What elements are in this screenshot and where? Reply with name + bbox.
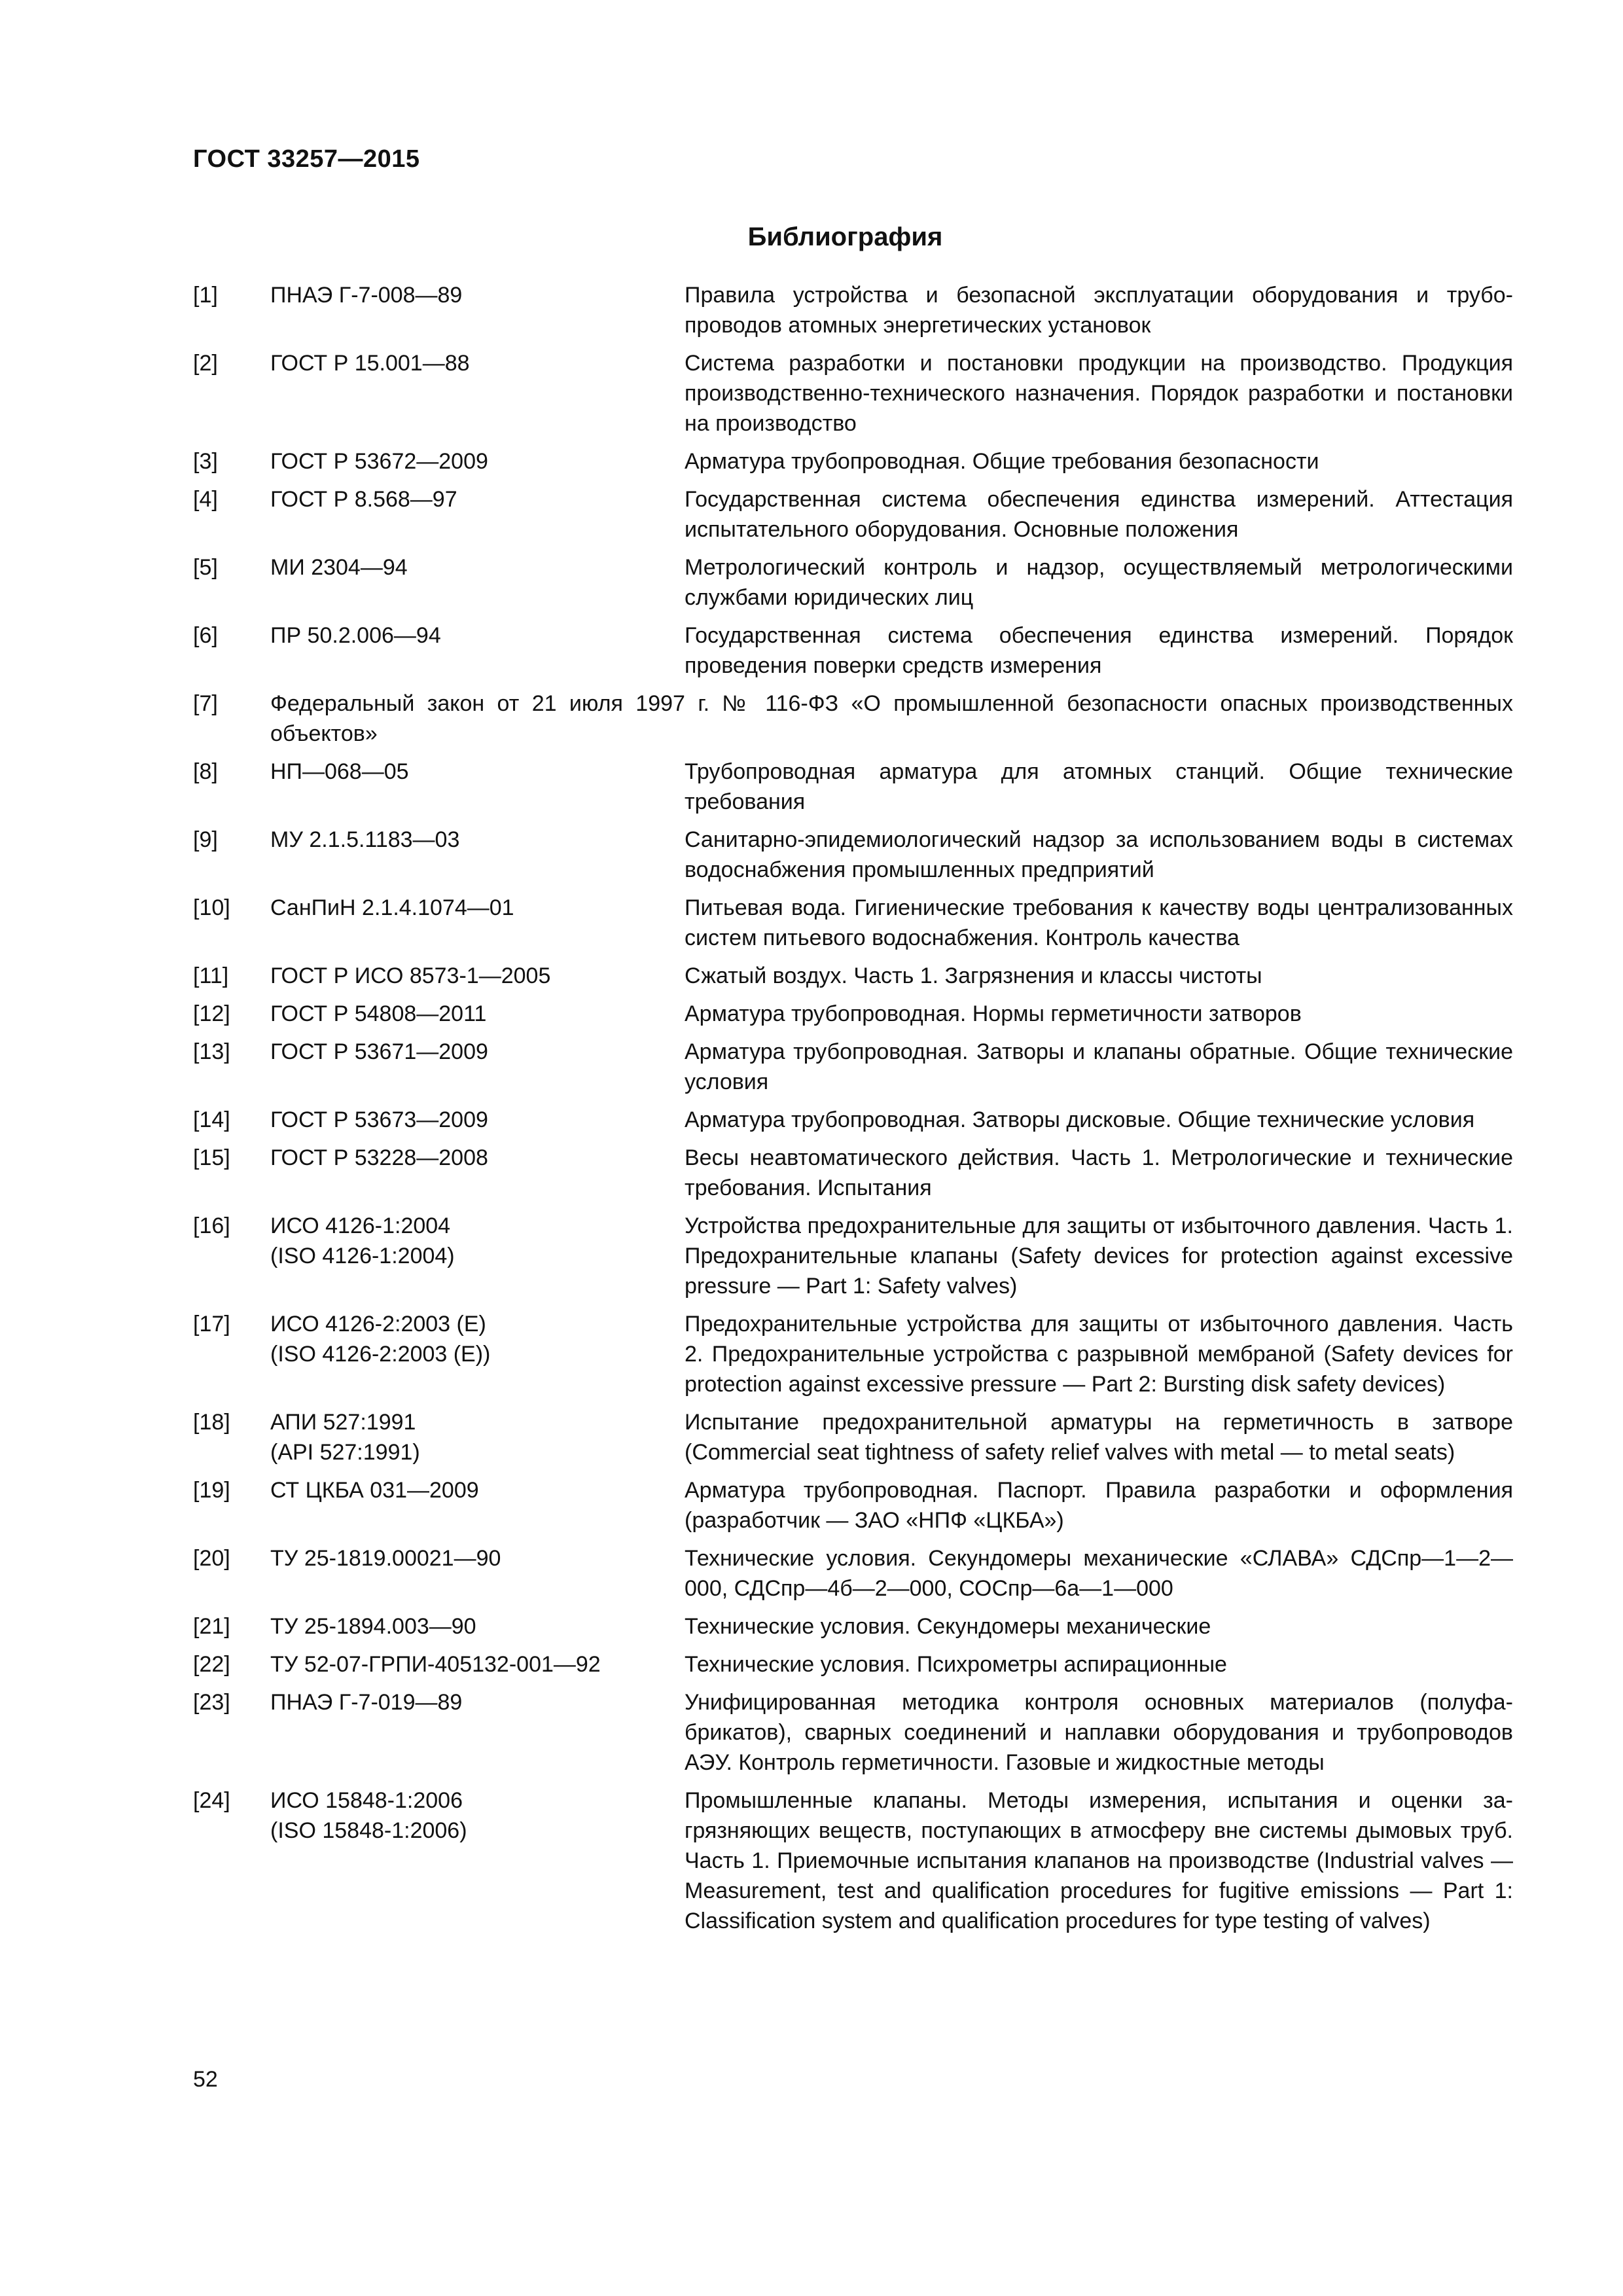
entry-code: ТУ 52-07-ГРПИ-405132-001—92 [270, 1652, 601, 1677]
entry-description: Санитарно-эпидемиологический надзор за использованием воды в системах водоснабжения промышленных предприятий [685, 827, 1513, 882]
entry-description: Правила устройства и безопасной эксплуатации оборудования и трубопроводов атомных энергетических установок [685, 283, 1513, 338]
entry-code: АПИ 527:1991 (API 527:1991) [270, 1410, 420, 1465]
bibliography-entry [193, 961, 1513, 991]
bibliography-entry [193, 446, 1513, 476]
entry-number: [22] [193, 1652, 230, 1677]
bibliography-entry [193, 689, 1513, 749]
entry-code: ГОСТ Р ИСО 8573-1—2005 [270, 963, 551, 988]
bibliography-entry [193, 893, 1513, 953]
bibliography-entry [193, 1785, 1513, 1936]
entry-number: [15] [193, 1145, 230, 1170]
entry-number: [8] [193, 759, 218, 784]
entry-description: Технические условия. Секундомеры механические «СЛАВА» СДСпр—1—2—000, СДСпр—4б—2—000, СОСпр—6а—1—000 [685, 1546, 1513, 1601]
entry-number: [3] [193, 449, 218, 474]
bibliography-list [193, 280, 1513, 1944]
entry-number: [20] [193, 1546, 230, 1571]
entry-code: МИ 2304—94 [270, 555, 408, 580]
entry-code: ГОСТ Р 8.568—97 [270, 487, 457, 512]
entry-code: СТ ЦКБА 031—2009 [270, 1478, 479, 1503]
entry-number: [5] [193, 555, 218, 580]
entry-description: Федеральный закон от 21 июля 1997 г. № 116-ФЗ «О промышленной безопасности опасных производственных объектов» [270, 691, 1513, 746]
document-header: ГОСТ 33257—2015 [193, 145, 420, 173]
entry-code: ИСО 4126-2:2003 (Е) (ISO 4126-2:2003 (E)) [270, 1312, 491, 1367]
entry-description: Питьевая вода. Гигиенические требования к качеству воды централизованных систем питьевого водоснабжения. Контроль качества [685, 895, 1513, 950]
bibliography-entry [193, 757, 1513, 817]
bibliography-entry [193, 1687, 1513, 1778]
entry-description: Государственная система обеспечения единства измерений. Аттестация испытательного оборудования. Основные положения [685, 487, 1513, 542]
entry-code: ГОСТ Р 53672—2009 [270, 449, 488, 474]
bibliography-entry [193, 1611, 1513, 1641]
entry-number: [12] [193, 1001, 230, 1026]
bibliography-entry [193, 1211, 1513, 1301]
entry-number: [13] [193, 1039, 230, 1064]
section-title: Библиография [747, 223, 943, 251]
entry-code: ТУ 25-1819.00021—90 [270, 1546, 501, 1571]
entry-description: Государственная система обеспечения единства измерений. Порядок проведения поверки средств измерения [685, 623, 1513, 678]
entry-description: Устройства предохранительные для защиты от избыточного давления. Часть 1. Предохранительные клапаны (Safety devices for protection against excessive pressure — Part 1: Safety valves) [685, 1213, 1513, 1299]
entry-code: ИСО 4126-1:2004 (ISO 4126-1:2004) [270, 1213, 455, 1268]
entry-number: [6] [193, 623, 218, 648]
entry-code: ПНАЭ Г-7-008—89 [270, 283, 463, 308]
bibliography-entry [193, 825, 1513, 885]
entry-description: Сжатый воздух. Часть 1. Загрязнения и классы чистоты [685, 963, 1262, 988]
entry-code: ГОСТ Р 53228—2008 [270, 1145, 488, 1170]
bibliography-entry [193, 1037, 1513, 1097]
bibliography-entry [193, 1309, 1513, 1399]
entry-code: МУ 2.1.5.1183—03 [270, 827, 460, 852]
entry-description: Трубопроводная арматура для атомных станций. Общие технические требования [685, 759, 1513, 814]
entry-number: [24] [193, 1788, 230, 1813]
bibliography-entry [193, 999, 1513, 1029]
entry-code: ПР 50.2.006—94 [270, 623, 441, 648]
entry-number: [16] [193, 1213, 230, 1238]
entry-description: Предохранительные устройства для защиты от избыточного давления. Часть 2. Предохранительные устройства с разрывной мембраной (Safety devices for protection against excessive pressure — Part 2: Bursting disk safety devices) [685, 1312, 1513, 1397]
bibliography-entry [193, 1105, 1513, 1135]
entry-number: [7] [193, 691, 218, 716]
entry-description: Весы неавтоматического действия. Часть 1. Метрологические и технические требования. Испытания [685, 1145, 1513, 1200]
entry-code: ТУ 25-1894.003—90 [270, 1614, 476, 1639]
entry-number: [2] [193, 351, 218, 376]
entry-description: Арматура трубопроводная. Затворы и клапаны обратные. Общие технические условия [685, 1039, 1513, 1094]
entry-code: ГОСТ Р 54808—2011 [270, 1001, 487, 1026]
entry-description: Технические условия. Психрометры аспирационные [685, 1652, 1227, 1677]
bibliography-entry [193, 1543, 1513, 1604]
entry-code: ГОСТ Р 15.001—88 [270, 351, 470, 376]
entry-description: Арматура трубопроводная. Нормы герметичности затворов [685, 1001, 1302, 1026]
entry-code: СанПиН 2.1.4.1074—01 [270, 895, 514, 920]
entry-description: Унифицированная методика контроля основных материалов (полуфабрикатов), сварных соединений и наплавки оборудования и трубопроводов АЭУ. Контроль герметичности. Газовые и жидкостные методы [685, 1690, 1513, 1775]
bibliography-entry [193, 280, 1513, 340]
entry-description: Арматура трубопроводная. Паспорт. Правила разработки и оформления (разработчик — ЗАО «НПФ «ЦКБА») [685, 1478, 1513, 1533]
entry-code: ГОСТ Р 53671—2009 [270, 1039, 488, 1064]
bibliography-entry [193, 1475, 1513, 1535]
bibliography-entry [193, 552, 1513, 613]
entry-code: ИСО 15848-1:2006 (ISO 15848-1:2006) [270, 1788, 467, 1843]
entry-code: НП—068—05 [270, 759, 409, 784]
entry-number: [23] [193, 1690, 230, 1715]
entry-code: ГОСТ Р 53673—2009 [270, 1107, 488, 1132]
entry-description: Система разработки и постановки продукции на производство. Продукция производственно-технического назначения. Порядок разработки и постановки на производство [685, 351, 1513, 436]
bibliography-entry [193, 1649, 1513, 1679]
bibliography-entry [193, 1407, 1513, 1467]
entry-description: Метрологический контроль и надзор, осуществляемый метрологическими службами юридических лиц [685, 555, 1513, 610]
entry-number: [10] [193, 895, 230, 920]
bibliography-entry [193, 1143, 1513, 1203]
bibliography-entry [193, 620, 1513, 681]
entry-description: Арматура трубопроводная. Затворы дисковые. Общие технические условия [685, 1107, 1475, 1132]
bibliography-entry [193, 484, 1513, 545]
entry-number: [19] [193, 1478, 230, 1503]
bibliography-entry [193, 348, 1513, 439]
entry-description: Арматура трубопроводная. Общие требования безопасности [685, 449, 1319, 474]
entry-number: [9] [193, 827, 218, 852]
entry-number: [14] [193, 1107, 230, 1132]
entry-description: Промышленные клапаны. Методы измерения, испытания и оценки загрязняющих веществ, поступающих в атмосферу вне системы дымовых труб. Часть 1. Приемочные испытания клапанов на производстве (Industrial valves — Measurement, test and qualification procedures for fugitive emissions — Part 1: Classification system and qualification procedures for type testing of valves) [685, 1788, 1513, 1933]
entry-description: Испытание предохранительной арматуры на герметичность в затворе (Commercial seat tightness of safety relief valves with metal — to metal seats) [685, 1410, 1513, 1465]
entry-number: [18] [193, 1410, 230, 1435]
entry-code: ПНАЭ Г-7-019—89 [270, 1690, 463, 1715]
entry-number: [1] [193, 283, 218, 308]
entry-number: [4] [193, 487, 218, 512]
page-number: 52 [193, 2067, 218, 2092]
entry-number: [11] [193, 963, 229, 988]
entry-number: [17] [193, 1312, 230, 1336]
entry-number: [21] [193, 1614, 230, 1639]
entry-description: Технические условия. Секундомеры механические [685, 1614, 1211, 1639]
